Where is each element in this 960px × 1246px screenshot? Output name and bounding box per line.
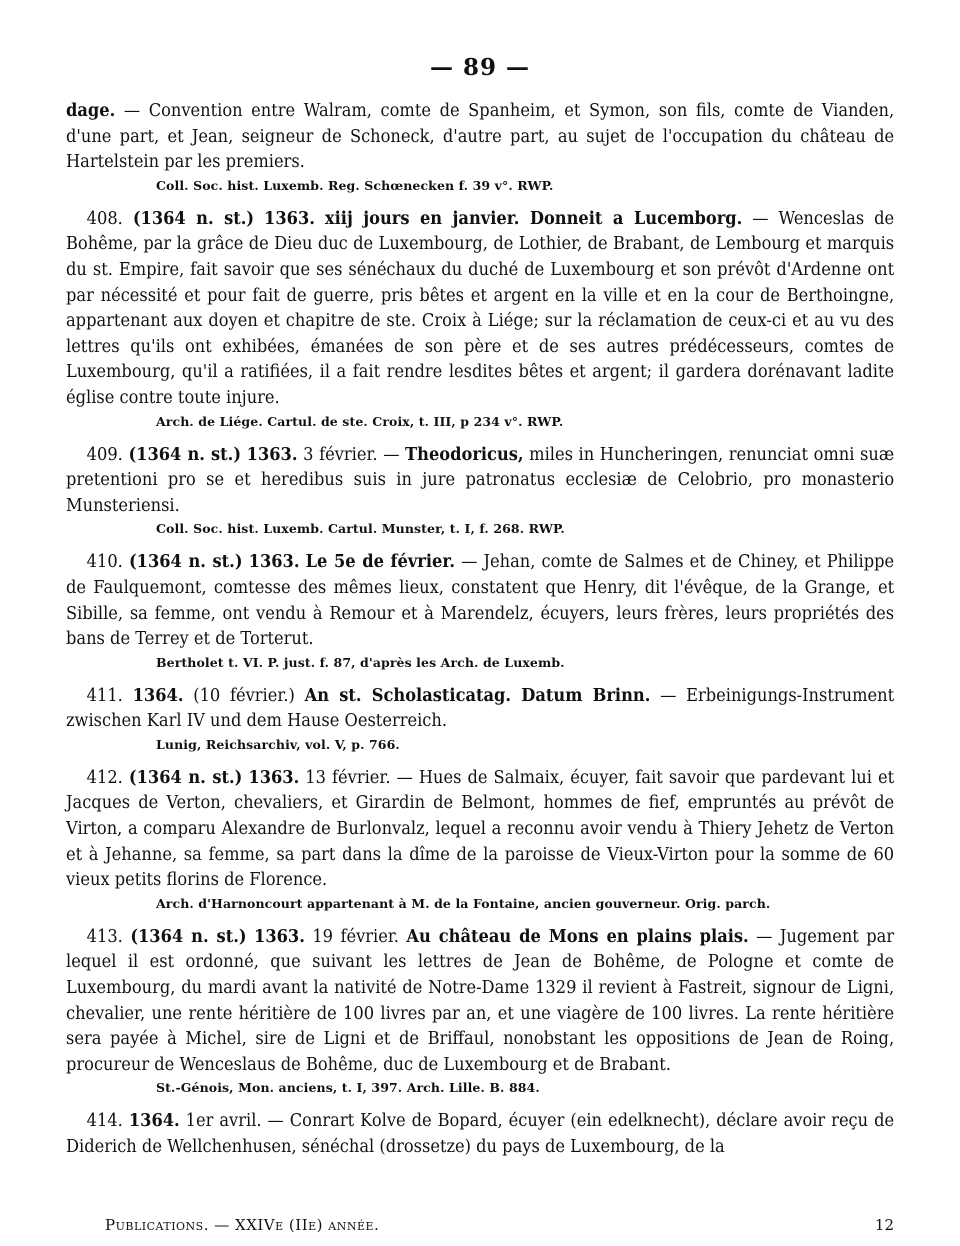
entry-text (66, 99, 894, 176)
entry-day: 1er avril. — (179, 1111, 290, 1132)
entry-day: (10 février.) (183, 685, 305, 706)
entry-date: (1364 n. st.) (128, 552, 243, 573)
entry-lead: dage. (66, 101, 116, 121)
entry-date: 1364. (128, 1111, 180, 1132)
entry-409 (66, 443, 894, 539)
entry-412 (66, 766, 894, 913)
entry-year: 1363. (264, 208, 315, 229)
entry-number: 411. (86, 685, 123, 706)
entry-body: — Wenceslas de Bohême, par la grâce de Dieu duc de Luxembourg, de Lothier, de Brabant, de Lembourg et marquis du st. Empire, fait savoir que ses sénéchaux du duché de Luxembourg et son prévôt d'Ardenne ont par nécessité et pour fait de guerre, pris bêtes et argent en la ville et en la cour de Berthoingne, appartenant aux doyen et chapitre de ste. Croix à Liége; sur la réclamation de ceux-ci et au vu des lettres qu'ils ont exhibées, émanées de son père et de ses autres prédécesseurs, comtes de Luxembourg, qu'il a ratifiées, il a fait rendre lesdites bêtes et argent; il gardera dorénavant ladite église contre toute injure. (66, 208, 895, 408)
entry-source: Arch. de Liége. Cartul. de ste. Croix, t. III, p 234 v°. RWP. (156, 413, 564, 429)
entry-text (66, 925, 894, 1079)
entry-text (66, 207, 894, 412)
entry-place: An st. Scholasticatag. Datum Brinn. (304, 685, 651, 706)
entry-text (66, 1109, 894, 1160)
entry-year: 1363. (246, 444, 298, 465)
entry-text (66, 684, 894, 735)
entry-year: 1363. (254, 926, 305, 947)
entry-number: 409. (86, 444, 123, 465)
entry-body: — Jehan, comte de Salmes et de Chiney, et Philippe de Faulquemont, comtesse des mêmes lieux, constatent que Henry, dit l'évêque, de la Grange, et Sibille, sa femme, ont vendu à Remour et à Marendelz, écuyers, leurs frères, leurs propriétés des bans de Terrey et de Torterut. (66, 552, 895, 650)
entry-410 (66, 550, 894, 671)
entry-body: miles in Huncheringen, renunciat omni suæ pretentioni pro se et heredibus suis in jure patronatus ecclesiæ de Celobrio, pro monasterio Munsteriensi. (66, 444, 895, 516)
entry-number: 413. (86, 926, 123, 947)
entry-source: Bertholet t. VI. P. just. f. 87, d'après les Arch. de Luxemb. (156, 654, 565, 670)
entry-date: 1364. (132, 685, 184, 706)
entry-place: Le 5e de février. (305, 552, 456, 573)
entry-body: — Jugement par lequel il est ordonné, que suivant les lettres de Jean de Bohême, de Pologne et comte de Luxembourg, du mardi avant la nativité de Notre-Dame 1329 il revient à Fastreit, signour de Ligni, chevalier, une rente héritière de 100 livres par an, et une viagère de 100 livres. La rente héritière sera payée à Michel, sire de Ligni et de Briffaul, nonobstant les oppositions de Jean de Roing, procureur de Wenceslaus de Bohême, duc de Luxembourg et de Brabant. (66, 926, 895, 1075)
page (66, 54, 894, 1161)
entry-body: — Erbeinigungs-Instrument zwischen Karl IV und dem Hause Oesterreich. (66, 685, 895, 732)
entry-day: 13 février. — (299, 767, 419, 788)
entry-date: (1364 n. st.) (128, 767, 243, 788)
entry-number: 410. (86, 552, 123, 573)
entry-date: (1364 n. st.) (128, 444, 242, 465)
entry-place: Au château de Mons en plains plais. (406, 926, 749, 947)
entry-continuation (66, 99, 894, 195)
entry-413 (66, 925, 894, 1098)
entry-place: xiij jours en janvier. Donneit a Lucemborg. (324, 208, 743, 229)
entry-414 (66, 1109, 894, 1160)
entry-day: 19 février. (304, 926, 407, 947)
entry-year: 1363. (248, 552, 300, 573)
entry-number: 412. (86, 767, 123, 788)
entry-408 (66, 207, 894, 431)
entry-text (66, 550, 894, 652)
entry-body: Hues de Salmaix, écuyer, fait savoir que pardevant lui et Jacques de Verton, chevaliers, et Girardin de Belmont, hommes de fief, empruntés au prévôt de Virton, a comparu Alexandre de Burlonvalz, lequel a reconnu avoir vendu à Thiery Jehetz de Verton et à Jehanne, sa femme, sa part dans la dîme de la paroisse de Vieux-Virton pour la somme de 60 vieux petits florins de Florence. (66, 767, 895, 891)
entry-source: Lunig, Reichsarchiv, vol. V, p. 766. (156, 736, 400, 752)
entry-date: (1364 n. st.) (132, 208, 255, 229)
footer-title: Publications. — XXIVe (IIe) année. (105, 1216, 380, 1234)
entry-year: 1363. (248, 767, 300, 788)
entry-name: Theodoricus, (405, 444, 524, 465)
entry-source: St.-Génois, Mon. anciens, t. I, 397. Arch. Lille. B. 884. (156, 1080, 540, 1096)
entry-source: Coll. Soc. hist. Luxemb. Cartul. Munster, t. I, f. 268. RWP. (156, 521, 565, 537)
entry-411 (66, 684, 894, 754)
footer-signature-number: 12 (874, 1216, 894, 1234)
entry-number: 408. (86, 208, 123, 229)
entry-source: Arch. d'Harnoncourt appartenant à M. de la Fontaine, ancien gouverneur. Orig. parch. (156, 895, 771, 911)
entry-date: (1364 n. st.) (130, 926, 247, 947)
entry-day: 3 février. — (297, 444, 406, 465)
entry-body: Conrart Kolve de Bopard, écuyer (ein edelknecht), déclare avoir reçu de Diderich de Wellchenhusen, sénéchal (drossetze) du pays de Luxembourg, de la (66, 1111, 895, 1157)
entry-body: — Convention entre Walram, comte de Spanheim, et Symon, son fils, comte de Vianden, d'une part, et Jean, seigneur de Schoneck, d'autre part, au sujet de l'occupation du château de Hartelstein par les premiers. (66, 101, 895, 173)
entry-text (66, 766, 894, 894)
entry-source: Coll. Soc. hist. Luxemb. Reg. Schœnecken f. 39 v°. RWP. (156, 177, 554, 193)
page-footer (105, 1216, 894, 1234)
entry-number: 414. (86, 1111, 123, 1132)
page-number: — 89 — (429, 54, 531, 81)
entry-text (66, 443, 894, 520)
